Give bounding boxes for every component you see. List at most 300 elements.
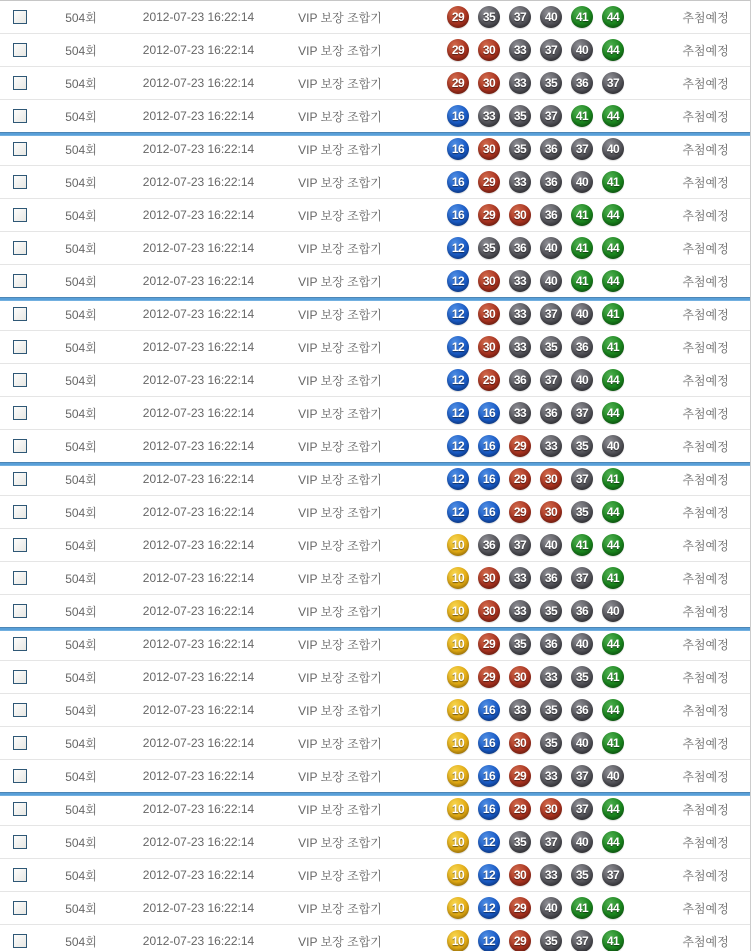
lotto-ball: 30 (478, 303, 500, 325)
row-checkbox[interactable] (13, 142, 27, 156)
lotto-ball: 16 (478, 501, 500, 523)
datetime-label: 2012-07-23 16:22:14 (142, 769, 255, 783)
table-row (0, 793, 750, 826)
round-label: 504회 (65, 43, 97, 58)
lotto-ball: 33 (509, 699, 531, 721)
row-checkbox[interactable] (13, 769, 27, 783)
row-checkbox[interactable] (13, 604, 27, 618)
numbers-cell (405, 463, 647, 495)
row-checkbox[interactable] (13, 373, 27, 387)
row-checkbox[interactable] (13, 307, 27, 321)
lotto-ball: 35 (540, 336, 562, 358)
status-label: 추첨예정 (682, 736, 729, 751)
row-checkbox[interactable] (13, 571, 27, 585)
group-divider (0, 132, 750, 136)
lotto-ball: 41 (602, 666, 624, 688)
datetime-label: 2012-07-23 16:22:14 (142, 241, 255, 255)
generator-label: VIP 보장 조합기 (298, 241, 382, 256)
lotto-ball: 12 (447, 501, 469, 523)
checkbox-cell (0, 199, 40, 231)
table-row (0, 727, 750, 760)
lotto-ball: 16 (478, 435, 500, 457)
numbers-cell (405, 265, 647, 297)
round-label: 504회 (65, 439, 97, 454)
lotto-ball: 29 (509, 501, 531, 523)
table-row (0, 529, 750, 562)
lotto-ball: 36 (571, 336, 593, 358)
lotto-ball: 35 (571, 435, 593, 457)
lotto-ball: 33 (509, 72, 531, 94)
generator-label: VIP 보장 조합기 (298, 109, 382, 124)
status-label: 추첨예정 (682, 769, 729, 784)
numbers-cell (405, 562, 647, 594)
row-checkbox[interactable] (13, 736, 27, 750)
lotto-ball: 35 (571, 666, 593, 688)
row-checkbox[interactable] (13, 208, 27, 222)
status-label: 추첨예정 (682, 835, 729, 850)
lotto-ball: 29 (478, 369, 500, 391)
numbers-cell (405, 694, 647, 726)
lotto-ball: 36 (540, 171, 562, 193)
row-checkbox[interactable] (13, 109, 27, 123)
lotto-ball: 16 (447, 138, 469, 160)
lotto-ball: 41 (571, 534, 593, 556)
checkbox-cell (0, 760, 40, 792)
numbers-cell (405, 199, 647, 231)
row-checkbox[interactable] (13, 703, 27, 717)
lotto-ball: 12 (447, 237, 469, 259)
checkbox-cell (0, 430, 40, 462)
status-label: 추첨예정 (682, 637, 729, 652)
lotto-ball: 35 (478, 237, 500, 259)
status-label: 추첨예정 (682, 505, 729, 520)
lotto-ball: 10 (447, 897, 469, 919)
round-label: 504회 (65, 901, 97, 916)
numbers-cell (405, 925, 647, 951)
round-label: 504회 (65, 241, 97, 256)
lotto-ball: 30 (478, 600, 500, 622)
row-checkbox[interactable] (13, 868, 27, 882)
lotto-ball: 12 (447, 270, 469, 292)
lotto-ball: 41 (571, 6, 593, 28)
generator-label: VIP 보장 조합기 (298, 604, 382, 619)
checkbox-cell (0, 265, 40, 297)
round-label: 504회 (65, 637, 97, 652)
status-label: 추첨예정 (682, 109, 729, 124)
row-checkbox[interactable] (13, 670, 27, 684)
checkbox-cell (0, 892, 40, 924)
lotto-ball: 37 (509, 6, 531, 28)
lotto-ball: 12 (478, 864, 500, 886)
lotto-ball: 12 (478, 897, 500, 919)
lotto-ball: 29 (509, 930, 531, 951)
lotto-ball: 36 (509, 237, 531, 259)
checkbox-cell (0, 232, 40, 264)
checkbox-cell (0, 67, 40, 99)
status-label: 추첨예정 (682, 472, 729, 487)
round-label: 504회 (65, 802, 97, 817)
lotto-ball: 12 (447, 369, 469, 391)
lotto-ball: 40 (602, 435, 624, 457)
lotto-ball: 12 (478, 831, 500, 853)
group-divider (0, 627, 750, 631)
lotto-ball: 37 (571, 138, 593, 160)
lotto-ball: 30 (540, 468, 562, 490)
lotto-ball: 12 (447, 402, 469, 424)
lotto-ball: 41 (571, 105, 593, 127)
row-checkbox[interactable] (13, 43, 27, 57)
datetime-label: 2012-07-23 16:22:14 (142, 406, 255, 420)
status-label: 추첨예정 (682, 901, 729, 916)
lotto-ball: 16 (478, 699, 500, 721)
table-row (0, 496, 750, 529)
round-label: 504회 (65, 604, 97, 619)
numbers-cell (405, 364, 647, 396)
numbers-cell (405, 100, 647, 132)
row-checkbox[interactable] (13, 76, 27, 90)
round-label: 504회 (65, 340, 97, 355)
generator-label: VIP 보장 조합기 (298, 472, 382, 487)
numbers-cell (405, 430, 647, 462)
lotto-ball: 37 (571, 930, 593, 951)
datetime-label: 2012-07-23 16:22:14 (142, 307, 255, 321)
row-checkbox[interactable] (13, 241, 27, 255)
group-divider (0, 792, 750, 796)
lotto-ball: 44 (602, 798, 624, 820)
lotto-ball: 33 (509, 270, 531, 292)
status-label: 추첨예정 (682, 175, 729, 190)
status-label: 추첨예정 (682, 307, 729, 322)
row-checkbox[interactable] (13, 538, 27, 552)
lotto-ball: 30 (478, 336, 500, 358)
datetime-label: 2012-07-23 16:22:14 (142, 736, 255, 750)
lotto-ball: 44 (602, 369, 624, 391)
round-label: 504회 (65, 208, 97, 223)
lotto-ball: 41 (571, 237, 593, 259)
datetime-label: 2012-07-23 16:22:14 (142, 637, 255, 651)
lotto-ball: 29 (478, 171, 500, 193)
datetime-label: 2012-07-23 16:22:14 (142, 571, 255, 585)
row-checkbox[interactable] (13, 934, 27, 948)
table-row (0, 100, 750, 133)
lotto-ball: 35 (540, 732, 562, 754)
checkbox-cell (0, 364, 40, 396)
round-label: 504회 (65, 109, 97, 124)
table-row (0, 430, 750, 463)
lotto-ball: 29 (478, 633, 500, 655)
datetime-label: 2012-07-23 16:22:14 (142, 703, 255, 717)
round-label: 504회 (65, 835, 97, 850)
numbers-cell (405, 859, 647, 891)
table-row (0, 661, 750, 694)
numbers-cell (405, 166, 647, 198)
lotto-ball: 41 (602, 171, 624, 193)
lotto-ball: 16 (447, 171, 469, 193)
datetime-label: 2012-07-23 16:22:14 (142, 604, 255, 618)
lotto-ball: 35 (540, 72, 562, 94)
generator-label: VIP 보장 조합기 (298, 439, 382, 454)
round-label: 504회 (65, 769, 97, 784)
table-row (0, 34, 750, 67)
checkbox-cell (0, 661, 40, 693)
lotto-ball: 41 (602, 468, 624, 490)
row-checkbox[interactable] (13, 835, 27, 849)
lotto-ball: 10 (447, 732, 469, 754)
generator-label: VIP 보장 조합기 (298, 76, 382, 91)
numbers-cell (405, 67, 647, 99)
lotto-ball: 16 (478, 765, 500, 787)
round-label: 504회 (65, 307, 97, 322)
round-label: 504회 (65, 868, 97, 883)
lotto-ball: 44 (602, 831, 624, 853)
numbers-cell (405, 661, 647, 693)
round-label: 504회 (65, 406, 97, 421)
numbers-cell (405, 529, 647, 561)
lotto-ball: 40 (602, 138, 624, 160)
round-label: 504회 (65, 10, 97, 25)
numbers-cell (405, 133, 647, 165)
round-label: 504회 (65, 571, 97, 586)
generator-label: VIP 보장 조합기 (298, 736, 382, 751)
lotto-ball: 33 (509, 39, 531, 61)
lotto-ball: 33 (509, 336, 531, 358)
numbers-cell (405, 760, 647, 792)
generator-label: VIP 보장 조합기 (298, 802, 382, 817)
lotto-ball: 30 (509, 666, 531, 688)
checkbox-cell (0, 595, 40, 627)
round-label: 504회 (65, 736, 97, 751)
row-checkbox[interactable] (13, 175, 27, 189)
lotto-ball: 40 (540, 534, 562, 556)
lotto-ball: 16 (478, 732, 500, 754)
table-row (0, 232, 750, 265)
lotto-ball: 40 (540, 237, 562, 259)
lotto-ball: 36 (540, 204, 562, 226)
lotto-ball: 44 (602, 534, 624, 556)
generator-label: VIP 보장 조합기 (298, 505, 382, 520)
lotto-ball: 40 (571, 303, 593, 325)
row-checkbox[interactable] (13, 439, 27, 453)
row-checkbox[interactable] (13, 472, 27, 486)
lotto-ball: 33 (509, 171, 531, 193)
lotto-ball: 40 (540, 270, 562, 292)
generator-label: VIP 보장 조합기 (298, 670, 382, 685)
lotto-ball: 37 (571, 798, 593, 820)
numbers-cell (405, 826, 647, 858)
checkbox-cell (0, 331, 40, 363)
lotto-ball: 29 (447, 39, 469, 61)
generator-label: VIP 보장 조합기 (298, 901, 382, 916)
lotto-ball: 40 (602, 600, 624, 622)
lotto-ball: 36 (509, 369, 531, 391)
table-row (0, 562, 750, 595)
checkbox-cell (0, 133, 40, 165)
lotto-ball: 44 (602, 501, 624, 523)
lotto-ball: 10 (447, 765, 469, 787)
numbers-cell (405, 232, 647, 264)
lotto-ball: 33 (509, 567, 531, 589)
lotto-ball: 44 (602, 105, 624, 127)
lotto-ball: 36 (571, 600, 593, 622)
datetime-label: 2012-07-23 16:22:14 (142, 43, 255, 57)
lotto-ball: 37 (571, 402, 593, 424)
checkbox-cell (0, 34, 40, 66)
status-label: 추첨예정 (682, 571, 729, 586)
lotto-ball: 12 (478, 930, 500, 951)
checkbox-cell (0, 496, 40, 528)
lotto-ball: 37 (540, 831, 562, 853)
group-divider (0, 462, 750, 466)
lotto-ball: 37 (602, 864, 624, 886)
generator-label: VIP 보장 조합기 (298, 307, 382, 322)
generator-label: VIP 보장 조합기 (298, 934, 382, 949)
datetime-label: 2012-07-23 16:22:14 (142, 670, 255, 684)
numbers-cell (405, 298, 647, 330)
table-row (0, 694, 750, 727)
status-label: 추첨예정 (682, 208, 729, 223)
lotto-ball: 29 (509, 468, 531, 490)
lotto-ball: 36 (478, 534, 500, 556)
numbers-cell (405, 1, 647, 33)
lotto-ball: 30 (509, 732, 531, 754)
row-checkbox[interactable] (13, 10, 27, 24)
round-label: 504회 (65, 670, 97, 685)
table-row (0, 364, 750, 397)
table-row (0, 1, 750, 34)
checkbox-cell (0, 925, 40, 951)
round-label: 504회 (65, 538, 97, 553)
lotto-ball: 10 (447, 864, 469, 886)
lotto-ball: 40 (571, 369, 593, 391)
row-checkbox[interactable] (13, 406, 27, 420)
row-checkbox[interactable] (13, 802, 27, 816)
lotto-ball: 37 (571, 468, 593, 490)
lotto-ball: 41 (602, 732, 624, 754)
datetime-label: 2012-07-23 16:22:14 (142, 208, 255, 222)
row-checkbox[interactable] (13, 274, 27, 288)
lotto-ball: 35 (540, 600, 562, 622)
generator-label: VIP 보장 조합기 (298, 373, 382, 388)
checkbox-cell (0, 727, 40, 759)
numbers-cell (405, 628, 647, 660)
lotto-ball: 40 (571, 831, 593, 853)
lotto-ball: 35 (509, 831, 531, 853)
lotto-ball: 33 (540, 435, 562, 457)
lotto-ball: 16 (478, 798, 500, 820)
numbers-cell (405, 892, 647, 924)
row-checkbox[interactable] (13, 901, 27, 915)
lotto-ball: 30 (540, 798, 562, 820)
status-label: 추첨예정 (682, 703, 729, 718)
datetime-label: 2012-07-23 16:22:14 (142, 868, 255, 882)
generator-label: VIP 보장 조합기 (298, 340, 382, 355)
row-checkbox[interactable] (13, 505, 27, 519)
lotto-ball: 12 (447, 303, 469, 325)
datetime-label: 2012-07-23 16:22:14 (142, 142, 255, 156)
lotto-ball: 10 (447, 666, 469, 688)
generator-label: VIP 보장 조합기 (298, 10, 382, 25)
numbers-cell (405, 595, 647, 627)
lotto-ball: 16 (478, 468, 500, 490)
lotto-ball: 30 (478, 138, 500, 160)
lotto-ball: 10 (447, 633, 469, 655)
lotto-ball: 33 (509, 402, 531, 424)
lotto-ball: 35 (478, 6, 500, 28)
lotto-ball: 40 (571, 39, 593, 61)
checkbox-cell (0, 694, 40, 726)
status-label: 추첨예정 (682, 670, 729, 685)
lotto-ball: 35 (509, 105, 531, 127)
lotto-ball: 30 (478, 567, 500, 589)
lotto-ball: 10 (447, 798, 469, 820)
lotto-ball: 30 (540, 501, 562, 523)
round-label: 504회 (65, 76, 97, 91)
datetime-label: 2012-07-23 16:22:14 (142, 472, 255, 486)
table-row (0, 859, 750, 892)
table-row (0, 925, 750, 951)
datetime-label: 2012-07-23 16:22:14 (142, 439, 255, 453)
lotto-ball: 29 (509, 897, 531, 919)
numbers-cell (405, 397, 647, 429)
generator-label: VIP 보장 조합기 (298, 142, 382, 157)
lotto-ball: 33 (478, 105, 500, 127)
lotto-ball: 37 (571, 567, 593, 589)
lotto-ball: 41 (602, 303, 624, 325)
generator-label: VIP 보장 조합기 (298, 835, 382, 850)
lotto-ball: 12 (447, 336, 469, 358)
lotto-ball: 37 (571, 765, 593, 787)
generator-label: VIP 보장 조합기 (298, 703, 382, 718)
status-label: 추첨예정 (682, 538, 729, 553)
lotto-ball: 44 (602, 270, 624, 292)
generator-label: VIP 보장 조합기 (298, 538, 382, 553)
status-label: 추첨예정 (682, 406, 729, 421)
lotto-ball: 35 (540, 930, 562, 951)
row-checkbox[interactable] (13, 340, 27, 354)
generator-label: VIP 보장 조합기 (298, 274, 382, 289)
lotto-ball: 44 (602, 402, 624, 424)
status-label: 추첨예정 (682, 604, 729, 619)
lotto-ball: 16 (447, 105, 469, 127)
datetime-label: 2012-07-23 16:22:14 (142, 934, 255, 948)
round-label: 504회 (65, 934, 97, 949)
lotto-ball: 30 (478, 72, 500, 94)
lotto-ball: 44 (602, 699, 624, 721)
lotto-ball: 37 (602, 72, 624, 94)
group-divider (0, 297, 750, 301)
row-checkbox[interactable] (13, 637, 27, 651)
lotto-ball: 33 (509, 303, 531, 325)
lotto-ball: 29 (509, 798, 531, 820)
lotto-ball: 37 (509, 534, 531, 556)
lotto-ball: 30 (509, 864, 531, 886)
datetime-label: 2012-07-23 16:22:14 (142, 802, 255, 816)
lotto-ball: 40 (540, 897, 562, 919)
lotto-ball: 40 (602, 765, 624, 787)
status-label: 추첨예정 (682, 802, 729, 817)
lotto-ball: 16 (447, 204, 469, 226)
checkbox-cell (0, 562, 40, 594)
datetime-label: 2012-07-23 16:22:14 (142, 76, 255, 90)
lotto-ball: 41 (571, 204, 593, 226)
datetime-label: 2012-07-23 16:22:14 (142, 901, 255, 915)
checkbox-cell (0, 463, 40, 495)
lotto-ball: 10 (447, 600, 469, 622)
datetime-label: 2012-07-23 16:22:14 (142, 10, 255, 24)
lotto-ball: 29 (478, 204, 500, 226)
lotto-ball: 10 (447, 534, 469, 556)
lotto-ball: 44 (602, 237, 624, 259)
